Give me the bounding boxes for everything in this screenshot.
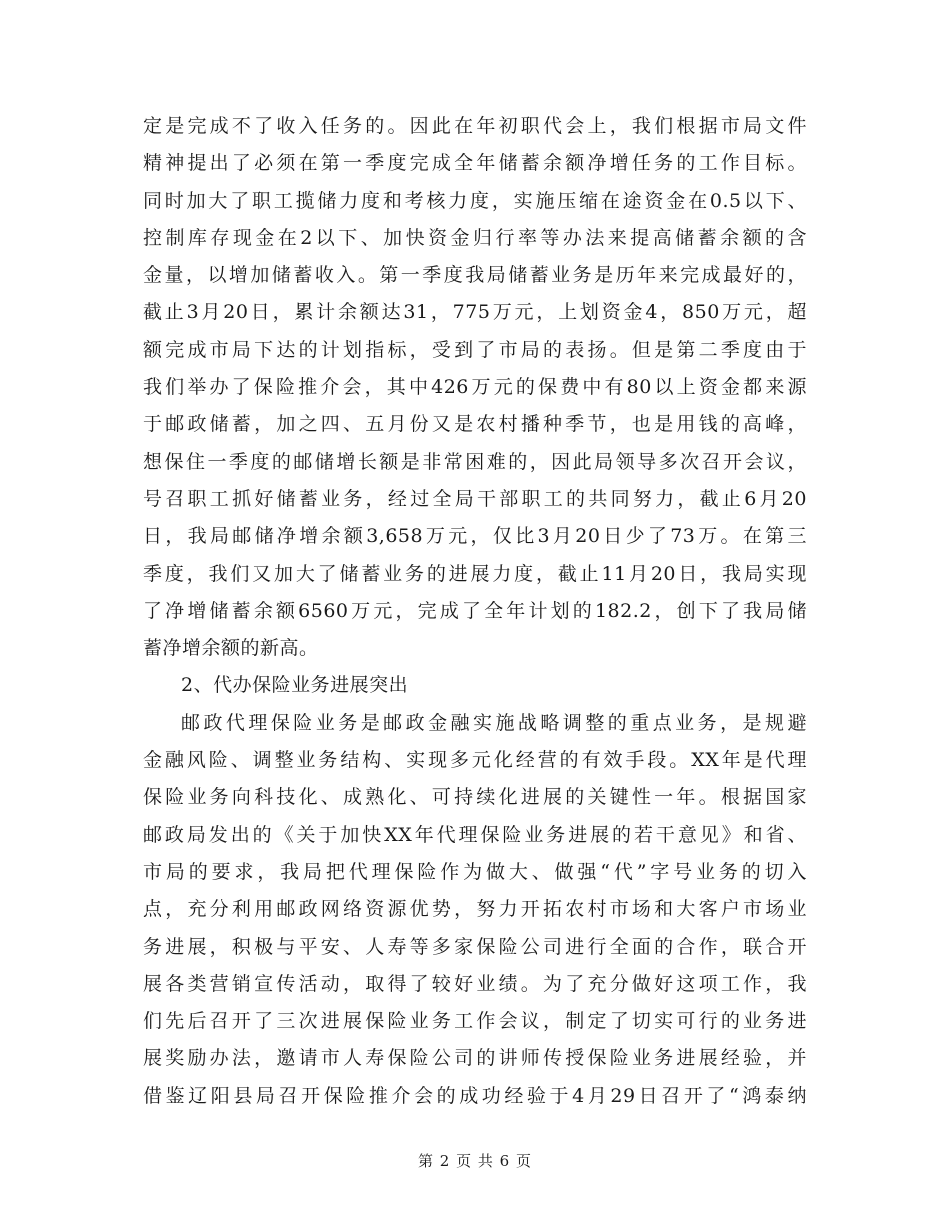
text-line: 控制库存现金在2以下、加快资金归行率等办法来提高储蓄余额的含	[143, 226, 807, 249]
text-line: 市局的要求，我局把代理保险作为做大、做强“代”字号业务的切入	[143, 860, 807, 883]
text-line: 金融风险、调整业务结构、实现多元化经营的有效手段。XX年是代理	[143, 749, 807, 772]
text-line: 精神提出了必须在第一季度完成全年储蓄余额净增任务的工作目标。	[143, 152, 807, 175]
text-line: 点，充分利用邮政网络资源优势，努力开拓农村市场和大客户市场业	[143, 898, 807, 921]
text-line: 季度，我们又加大了储蓄业务的进展力度，截止11月20日，我局实现	[143, 562, 807, 585]
text-line: 定是完成不了收入任务的。因此在年初职代会上，我们根据市局文件	[143, 115, 807, 137]
section-heading: 2、代办保险业务进展突出	[181, 674, 409, 697]
text-line: 于邮政储蓄，加之四、五月份又是农村播种季节，也是用钱的高峰，	[143, 413, 807, 436]
text-line: 同时加大了职工揽储力度和考核力度，实施压缩在途资金在0.5以下、	[143, 189, 807, 212]
text-line: 邮政局发出的《关于加快XX年代理保险业务进展的若干意见》和省、	[143, 823, 807, 846]
text-line: 保险业务向科技化、成熟化、可持续化进展的关键性一年。根据国家	[143, 786, 807, 809]
text-line: 展奖励办法，邀请市人寿保险公司的讲师传授保险业务进展经验，并	[143, 1047, 807, 1070]
text-line: 务进展，积极与平安、人寿等多家保险公司进行全面的合作，联合开	[143, 935, 807, 958]
text-line: 借鉴辽阳县局召开保险推介会的成功经验于4月29日召开了“鸿泰纳	[143, 1084, 807, 1107]
text-line: 邮政代理保险业务是邮政金融实施战略调整的重点业务，是规避	[181, 711, 807, 734]
text-line: 我们举办了保险推介会，其中426万元的保费中有80以上资金都来源	[143, 376, 807, 399]
text-line: 日，我局邮储净增余额3,658万元，仅比3月20日少了73万。在第三	[143, 525, 807, 548]
paragraph-insurance	[143, 705, 807, 1115]
text-line: 号召职工抓好储蓄业务，经过全局干部职工的共同努力，截止6月20	[143, 487, 807, 510]
paragraph-savings	[143, 108, 807, 667]
footer-middle: 页 共	[456, 1152, 494, 1170]
footer-current-page: 2	[439, 1152, 451, 1170]
footer-prefix: 第	[417, 1152, 434, 1170]
text-line: 额完成市局下达的计划指标，受到了市局的表扬。但是第二季度由于	[143, 338, 807, 361]
text-line: 蓄净增余额的新高。	[143, 637, 319, 660]
text-line: 想保住一季度的邮储增长额是非常困难的，因此局领导多次召开会议，	[143, 450, 807, 473]
footer-suffix: 页	[516, 1152, 533, 1170]
text-line: 展各类营销宣传活动，取得了较好业绩。为了充分做好这项工作，我	[143, 972, 807, 995]
document-body	[143, 108, 807, 1115]
text-line: 截止3月20日，累计余额达31，775万元，上划资金4，850万元，超	[143, 301, 807, 324]
text-line: 金量，以增加储蓄收入。第一季度我局储蓄业务是历年来完成最好的，	[143, 264, 807, 287]
text-line: 了净增储蓄余额6560万元，完成了全年计划的182.2，创下了我局储	[143, 599, 807, 622]
text-line: 们先后召开了三次进展保险业务工作会议，制定了切实可行的业务进	[143, 1010, 807, 1033]
footer-total-pages: 6	[499, 1152, 511, 1170]
page-footer	[0, 1150, 950, 1172]
